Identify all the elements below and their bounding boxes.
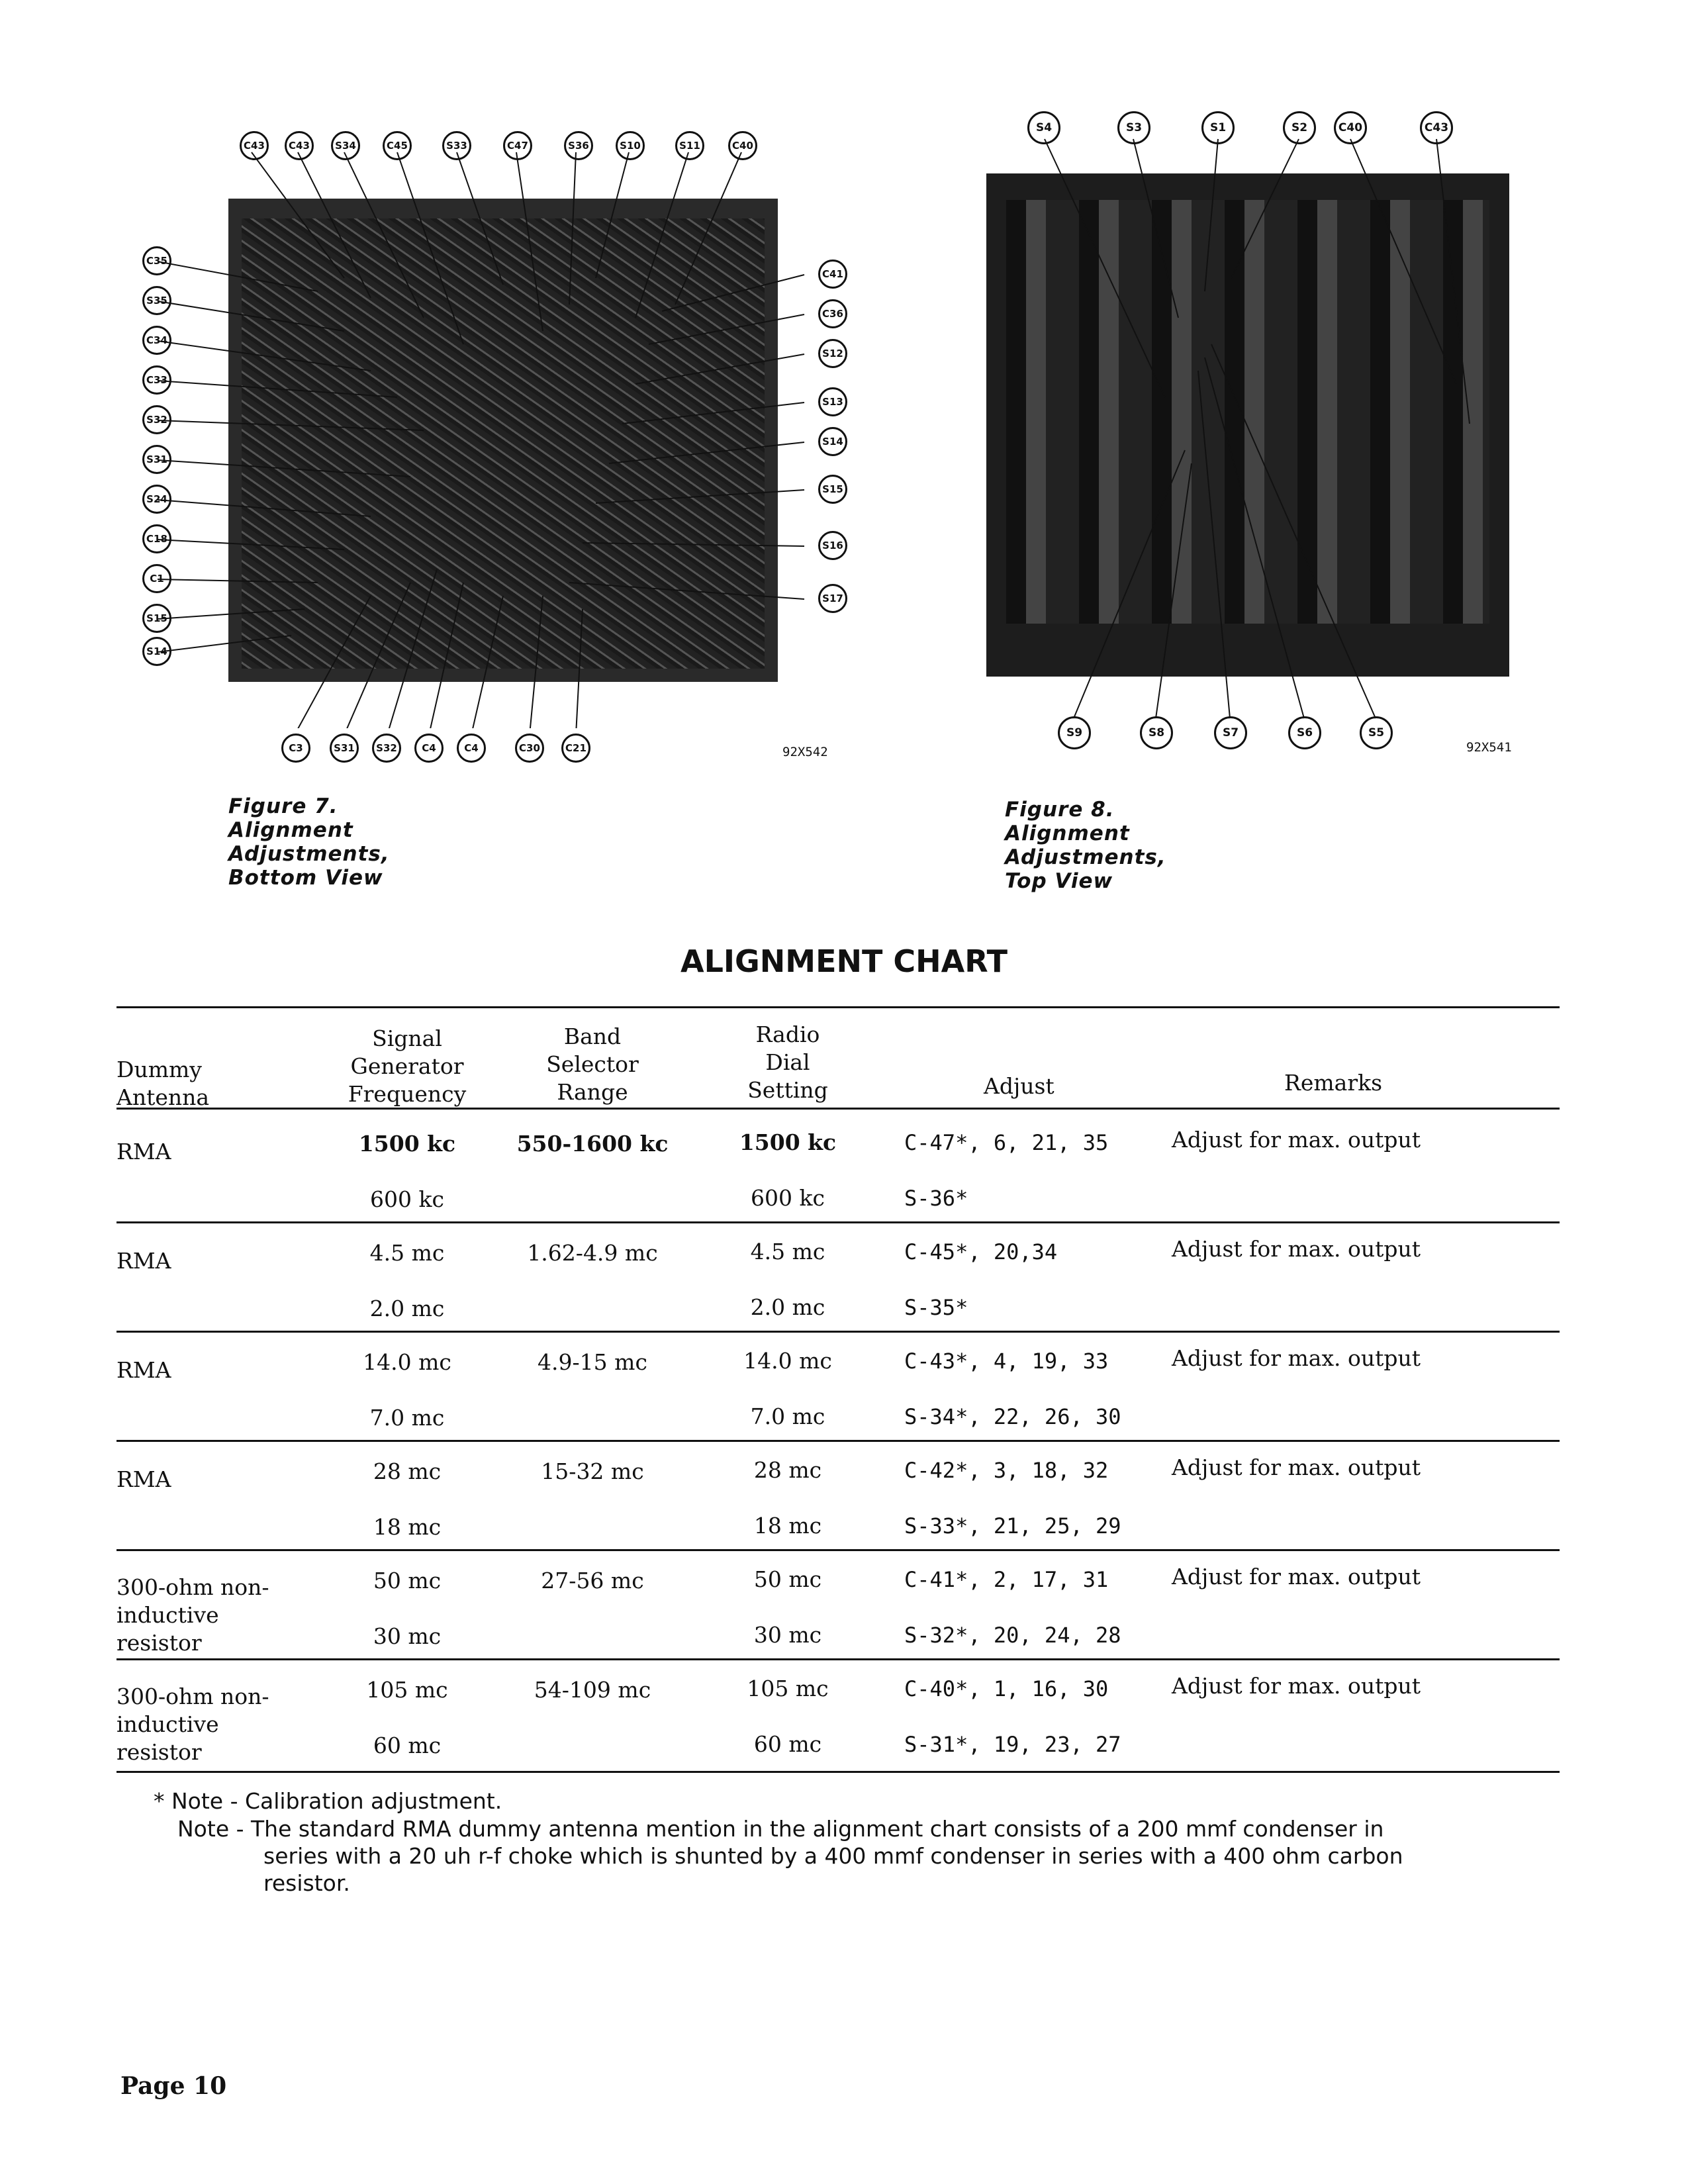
row-dial-setting: 4.5 mc [750, 1239, 825, 1264]
figure-8-code: 92X541 [1466, 740, 1512, 755]
row-adjust: S-33*, 21, 25, 29 [904, 1513, 1121, 1539]
row-signal-frequency: 4.5 mc [369, 1240, 445, 1266]
callout-f7-top: S33 [442, 131, 471, 160]
callout-f7-left: S14 [142, 637, 171, 666]
row-signal-frequency: 7.0 mc [369, 1405, 445, 1431]
callout-f7-bottom: C21 [561, 734, 590, 763]
row-adjust: C-43*, 4, 19, 33 [904, 1349, 1109, 1374]
row-signal-frequency: 50 mc [373, 1568, 442, 1593]
callout-f7-top: S10 [616, 131, 645, 160]
row-dial-setting: 28 mc [753, 1457, 822, 1483]
figure-8-caption: Figure 8. Alignment Adjustments, Top View [1005, 798, 1166, 893]
row-adjust: S-36* [904, 1186, 968, 1211]
row-adjust: C-42*, 3, 18, 32 [904, 1458, 1109, 1483]
row-remarks: Adjust for max. output [1172, 1345, 1421, 1371]
row-antenna [117, 1466, 171, 1494]
row-band-range: 15-32 mc [541, 1458, 644, 1484]
note-dummy-antenna-line3: resistor. [263, 1870, 350, 1896]
row-adjust: S-32*, 20, 24, 28 [904, 1623, 1121, 1648]
row-dial-setting: 60 mc [753, 1731, 822, 1757]
antenna-line: 300-ohm non- [117, 1574, 269, 1600]
row-dial-setting: 2.0 mc [750, 1294, 825, 1320]
row-separator [117, 1549, 1560, 1551]
callout-f7-top: C43 [285, 131, 314, 160]
header-signal-generator: Signal Generator Frequency [348, 1025, 467, 1107]
antenna-line: resistor [117, 1630, 202, 1656]
callout-f8-bottom: S9 [1058, 716, 1091, 749]
antenna-line: RMA [117, 1139, 171, 1164]
antenna-line: resistor [117, 1739, 202, 1765]
callout-f7-left: S32 [142, 405, 171, 434]
header-rule [117, 1108, 1560, 1110]
callout-f7-right: S12 [818, 339, 847, 368]
antenna-line: 300-ohm non- [117, 1684, 269, 1709]
row-remarks: Adjust for max. output [1172, 1454, 1421, 1480]
alignment-chart-title: ALIGNMENT CHART [680, 943, 1008, 979]
row-signal-frequency: 600 kc [370, 1186, 444, 1212]
callout-f8-bottom: S5 [1360, 716, 1393, 749]
callout-f7-left: S15 [142, 604, 171, 633]
row-signal-frequency: 105 mc [366, 1677, 448, 1703]
callout-f8-top: S4 [1027, 111, 1060, 144]
row-separator [117, 1221, 1560, 1223]
callout-f7-right: S17 [818, 584, 847, 613]
row-adjust: C-47*, 6, 21, 35 [904, 1130, 1109, 1155]
row-separator [117, 1331, 1560, 1333]
callout-f8-top: S3 [1117, 111, 1150, 144]
row-antenna [117, 1247, 171, 1275]
callout-f8-top: C40 [1334, 111, 1367, 144]
callout-f7-right: C36 [818, 299, 847, 328]
row-signal-frequency: 30 mc [373, 1623, 442, 1649]
figure-7-code: 92X542 [782, 745, 828, 759]
callout-f8-top: S2 [1283, 111, 1316, 144]
row-remarks: Adjust for max. output [1172, 1673, 1421, 1699]
row-separator [117, 1440, 1560, 1442]
row-remarks: Adjust for max. output [1172, 1127, 1421, 1153]
chart-bottom-rule [117, 1771, 1560, 1773]
row-signal-frequency: 2.0 mc [369, 1296, 445, 1321]
antenna-line: RMA [117, 1357, 171, 1383]
callout-f7-top: C40 [728, 131, 757, 160]
row-adjust: C-41*, 2, 17, 31 [904, 1567, 1109, 1592]
callout-f7-right: S16 [818, 531, 847, 560]
callout-f7-top: S11 [675, 131, 704, 160]
row-dial-setting: 7.0 mc [750, 1403, 825, 1429]
callout-f7-top: C43 [240, 131, 269, 160]
callout-f7-bottom: C30 [515, 734, 544, 763]
row-dial-setting: 50 mc [753, 1566, 822, 1592]
callout-f8-bottom: S7 [1214, 716, 1247, 749]
callout-f8-top: C43 [1420, 111, 1453, 144]
header-band-selector: Band Selector Range [546, 1023, 639, 1105]
callout-f7-right: S14 [818, 427, 847, 456]
row-dial-setting: 1500 kc [739, 1129, 837, 1155]
callout-f7-left: S31 [142, 445, 171, 474]
note-dummy-antenna-line2: series with a 20 uh r-f choke which is shunted by a 400 mmf condenser in series with a 400 ohm carbon [263, 1843, 1403, 1869]
chart-top-rule [117, 1006, 1560, 1008]
row-dial-setting: 18 mc [753, 1513, 822, 1539]
row-remarks: Adjust for max. output [1172, 1564, 1421, 1590]
callout-f7-top: C47 [503, 131, 532, 160]
callout-f7-left: S35 [142, 286, 171, 315]
row-signal-frequency: 1500 kc [358, 1131, 456, 1157]
header-dummy-antenna: Dummy Antenna [117, 1057, 210, 1110]
row-antenna [117, 1574, 269, 1657]
row-band-range: 27-56 mc [541, 1568, 644, 1593]
callout-f7-top: C45 [383, 131, 412, 160]
callout-f7-bottom: S32 [372, 734, 401, 763]
row-dial-setting: 105 mc [747, 1676, 829, 1701]
callout-f7-bottom: C3 [281, 734, 310, 763]
callout-f7-left: S24 [142, 485, 171, 514]
page-number: Page 10 [120, 2072, 227, 2100]
callout-f7-right: S13 [818, 387, 847, 416]
row-adjust: C-40*, 1, 16, 30 [904, 1676, 1109, 1701]
header-adjust: Adjust [984, 1073, 1055, 1099]
callout-f7-right: S15 [818, 475, 847, 504]
header-radio-dial: Radio Dial Setting [747, 1021, 828, 1103]
row-band-range: 1.62-4.9 mc [527, 1240, 658, 1266]
callout-f7-left: C33 [142, 365, 171, 395]
antenna-line: RMA [117, 1248, 171, 1274]
row-adjust: S-34*, 22, 26, 30 [904, 1404, 1121, 1429]
callout-f8-bottom: S6 [1288, 716, 1321, 749]
row-band-range: 54-109 mc [534, 1677, 651, 1703]
figure-7-caption: Figure 7. Alignment Adjustments, Bottom View [228, 794, 390, 890]
row-signal-frequency: 14.0 mc [363, 1349, 451, 1375]
callout-f7-bottom: S31 [330, 734, 359, 763]
row-signal-frequency: 28 mc [373, 1458, 442, 1484]
note-dummy-antenna-line1: Note - The standard RMA dummy antenna mention in the alignment chart consists of a 200 mmf condenser in [177, 1816, 1384, 1842]
row-remarks: Adjust for max. output [1172, 1236, 1421, 1262]
callout-f7-top: S36 [564, 131, 593, 160]
callout-f7-top: S34 [331, 131, 360, 160]
row-adjust: S-35* [904, 1295, 968, 1320]
callout-f8-top: S1 [1201, 111, 1235, 144]
callout-f7-right: C41 [818, 260, 847, 289]
row-signal-frequency: 18 mc [373, 1514, 442, 1540]
antenna-line: inductive [117, 1602, 219, 1628]
callout-leader-lines [0, 0, 1688, 728]
row-antenna [117, 1683, 269, 1766]
row-band-range: 550-1600 kc [516, 1131, 669, 1157]
callout-f8-bottom: S8 [1140, 716, 1173, 749]
callout-f7-left: C18 [142, 524, 171, 553]
note-calibration: * Note - Calibration adjustment. [154, 1788, 502, 1814]
callout-f7-left: C1 [142, 564, 171, 593]
row-antenna [117, 1356, 171, 1384]
row-separator [117, 1658, 1560, 1660]
row-dial-setting: 30 mc [753, 1622, 822, 1648]
row-dial-setting: 14.0 mc [743, 1348, 832, 1374]
callout-f7-left: C34 [142, 326, 171, 355]
header-remarks: Remarks [1284, 1070, 1383, 1096]
row-band-range: 4.9-15 mc [538, 1349, 647, 1375]
row-adjust: S-31*, 19, 23, 27 [904, 1732, 1121, 1757]
row-antenna [117, 1138, 171, 1166]
callout-f7-left: C35 [142, 246, 171, 275]
row-dial-setting: 600 kc [751, 1185, 825, 1211]
antenna-line: RMA [117, 1466, 171, 1492]
callout-f7-bottom: C4 [457, 734, 486, 763]
callout-f7-bottom: C4 [414, 734, 444, 763]
row-signal-frequency: 60 mc [373, 1733, 442, 1758]
row-adjust: C-45*, 20,34 [904, 1239, 1058, 1264]
antenna-line: inductive [117, 1711, 219, 1737]
